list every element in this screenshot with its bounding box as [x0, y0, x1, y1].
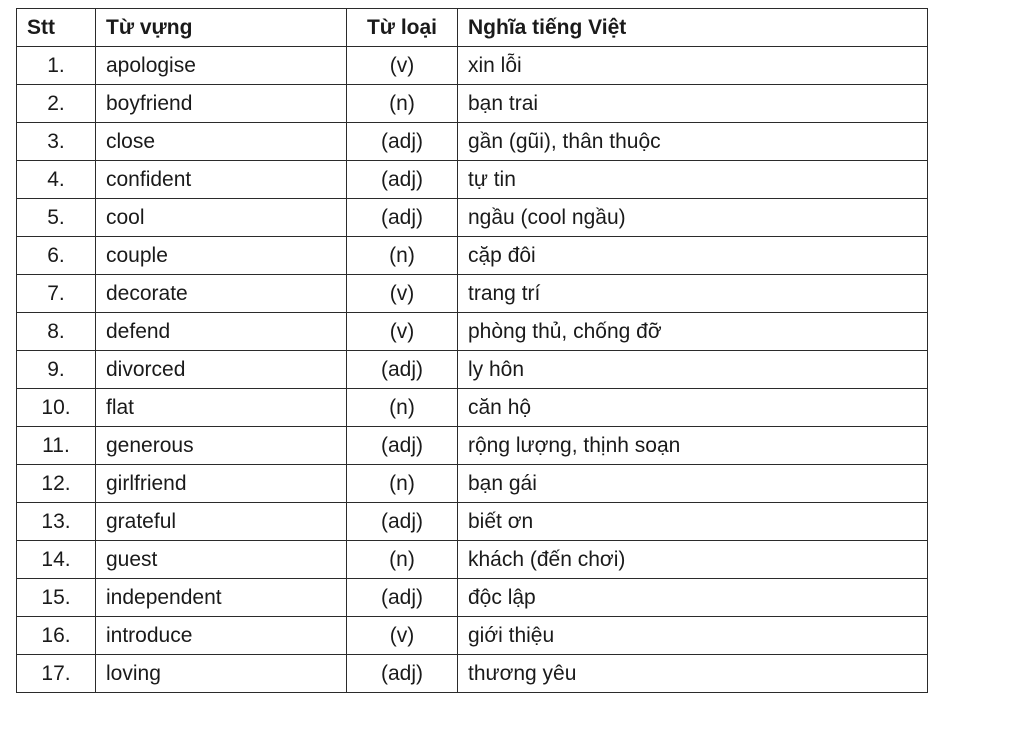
- part-of-speech-cell: (adj): [347, 427, 458, 465]
- row-number-cell: 13.: [17, 503, 96, 541]
- part-of-speech-cell: (v): [347, 617, 458, 655]
- vietnamese-meaning-cell: gần (gũi), thân thuộc: [458, 123, 928, 161]
- header-row: [17, 9, 928, 47]
- row-number-cell: 15.: [17, 579, 96, 617]
- header-part-of-speech: Từ loại: [347, 9, 458, 47]
- vocabulary-word-cell: flat: [96, 389, 347, 427]
- vocabulary-word-cell: loving: [96, 655, 347, 693]
- vocabulary-word-cell: close: [96, 123, 347, 161]
- row-number-cell: 11.: [17, 427, 96, 465]
- row-number-cell: 12.: [17, 465, 96, 503]
- part-of-speech-cell: (adj): [347, 503, 458, 541]
- row-number-cell: 4.: [17, 161, 96, 199]
- row-number-cell: 17.: [17, 655, 96, 693]
- row-number-cell: 10.: [17, 389, 96, 427]
- table-row: [17, 275, 928, 313]
- table-body: [17, 47, 928, 693]
- row-number-cell: 7.: [17, 275, 96, 313]
- vietnamese-meaning-cell: phòng thủ, chống đỡ: [458, 313, 928, 351]
- vocabulary-word-cell: grateful: [96, 503, 347, 541]
- table-row: [17, 161, 928, 199]
- vocabulary-word-cell: generous: [96, 427, 347, 465]
- header-word: Từ vựng: [96, 9, 347, 47]
- table-row: [17, 579, 928, 617]
- part-of-speech-cell: (v): [347, 313, 458, 351]
- vietnamese-meaning-cell: trang trí: [458, 275, 928, 313]
- vietnamese-meaning-cell: bạn gái: [458, 465, 928, 503]
- table-row: [17, 47, 928, 85]
- part-of-speech-cell: (adj): [347, 123, 458, 161]
- row-number-cell: 9.: [17, 351, 96, 389]
- row-number-cell: 2.: [17, 85, 96, 123]
- vocabulary-word-cell: confident: [96, 161, 347, 199]
- table-row: [17, 123, 928, 161]
- row-number-cell: 6.: [17, 237, 96, 275]
- table-row: [17, 237, 928, 275]
- row-number-cell: 3.: [17, 123, 96, 161]
- row-number-cell: 1.: [17, 47, 96, 85]
- table-row: [17, 541, 928, 579]
- table-row: [17, 199, 928, 237]
- vietnamese-meaning-cell: biết ơn: [458, 503, 928, 541]
- vietnamese-meaning-cell: ly hôn: [458, 351, 928, 389]
- part-of-speech-cell: (adj): [347, 199, 458, 237]
- vietnamese-meaning-cell: khách (đến chơi): [458, 541, 928, 579]
- table-row: [17, 503, 928, 541]
- vietnamese-meaning-cell: giới thiệu: [458, 617, 928, 655]
- part-of-speech-cell: (adj): [347, 161, 458, 199]
- part-of-speech-cell: (n): [347, 85, 458, 123]
- table-row: [17, 85, 928, 123]
- vietnamese-meaning-cell: bạn trai: [458, 85, 928, 123]
- part-of-speech-cell: (adj): [347, 351, 458, 389]
- vocabulary-word-cell: introduce: [96, 617, 347, 655]
- vocabulary-table: [16, 8, 928, 693]
- vocabulary-word-cell: independent: [96, 579, 347, 617]
- header-meaning: Nghĩa tiếng Việt: [458, 9, 928, 47]
- vocabulary-word-cell: divorced: [96, 351, 347, 389]
- vocabulary-word-cell: apologise: [96, 47, 347, 85]
- table-row: [17, 617, 928, 655]
- header-stt: Stt: [17, 9, 96, 47]
- table-row: [17, 351, 928, 389]
- vietnamese-meaning-cell: ngầu (cool ngầu): [458, 199, 928, 237]
- row-number-cell: 14.: [17, 541, 96, 579]
- table-row: [17, 427, 928, 465]
- vocabulary-word-cell: boyfriend: [96, 85, 347, 123]
- vietnamese-meaning-cell: rộng lượng, thịnh soạn: [458, 427, 928, 465]
- row-number-cell: 5.: [17, 199, 96, 237]
- row-number-cell: 16.: [17, 617, 96, 655]
- part-of-speech-cell: (adj): [347, 655, 458, 693]
- vocabulary-word-cell: decorate: [96, 275, 347, 313]
- part-of-speech-cell: (n): [347, 465, 458, 503]
- part-of-speech-cell: (n): [347, 237, 458, 275]
- part-of-speech-cell: (adj): [347, 579, 458, 617]
- vocabulary-word-cell: couple: [96, 237, 347, 275]
- part-of-speech-cell: (v): [347, 47, 458, 85]
- vietnamese-meaning-cell: tự tin: [458, 161, 928, 199]
- row-number-cell: 8.: [17, 313, 96, 351]
- table-header: [17, 9, 928, 47]
- vietnamese-meaning-cell: thương yêu: [458, 655, 928, 693]
- vocabulary-word-cell: cool: [96, 199, 347, 237]
- vocabulary-word-cell: guest: [96, 541, 347, 579]
- table-row: [17, 655, 928, 693]
- table-row: [17, 389, 928, 427]
- table-row: [17, 465, 928, 503]
- vietnamese-meaning-cell: độc lập: [458, 579, 928, 617]
- vietnamese-meaning-cell: cặp đôi: [458, 237, 928, 275]
- part-of-speech-cell: (v): [347, 275, 458, 313]
- part-of-speech-cell: (n): [347, 541, 458, 579]
- vocabulary-word-cell: defend: [96, 313, 347, 351]
- vietnamese-meaning-cell: căn hộ: [458, 389, 928, 427]
- part-of-speech-cell: (n): [347, 389, 458, 427]
- table-row: [17, 313, 928, 351]
- vietnamese-meaning-cell: xin lỗi: [458, 47, 928, 85]
- vocabulary-word-cell: girlfriend: [96, 465, 347, 503]
